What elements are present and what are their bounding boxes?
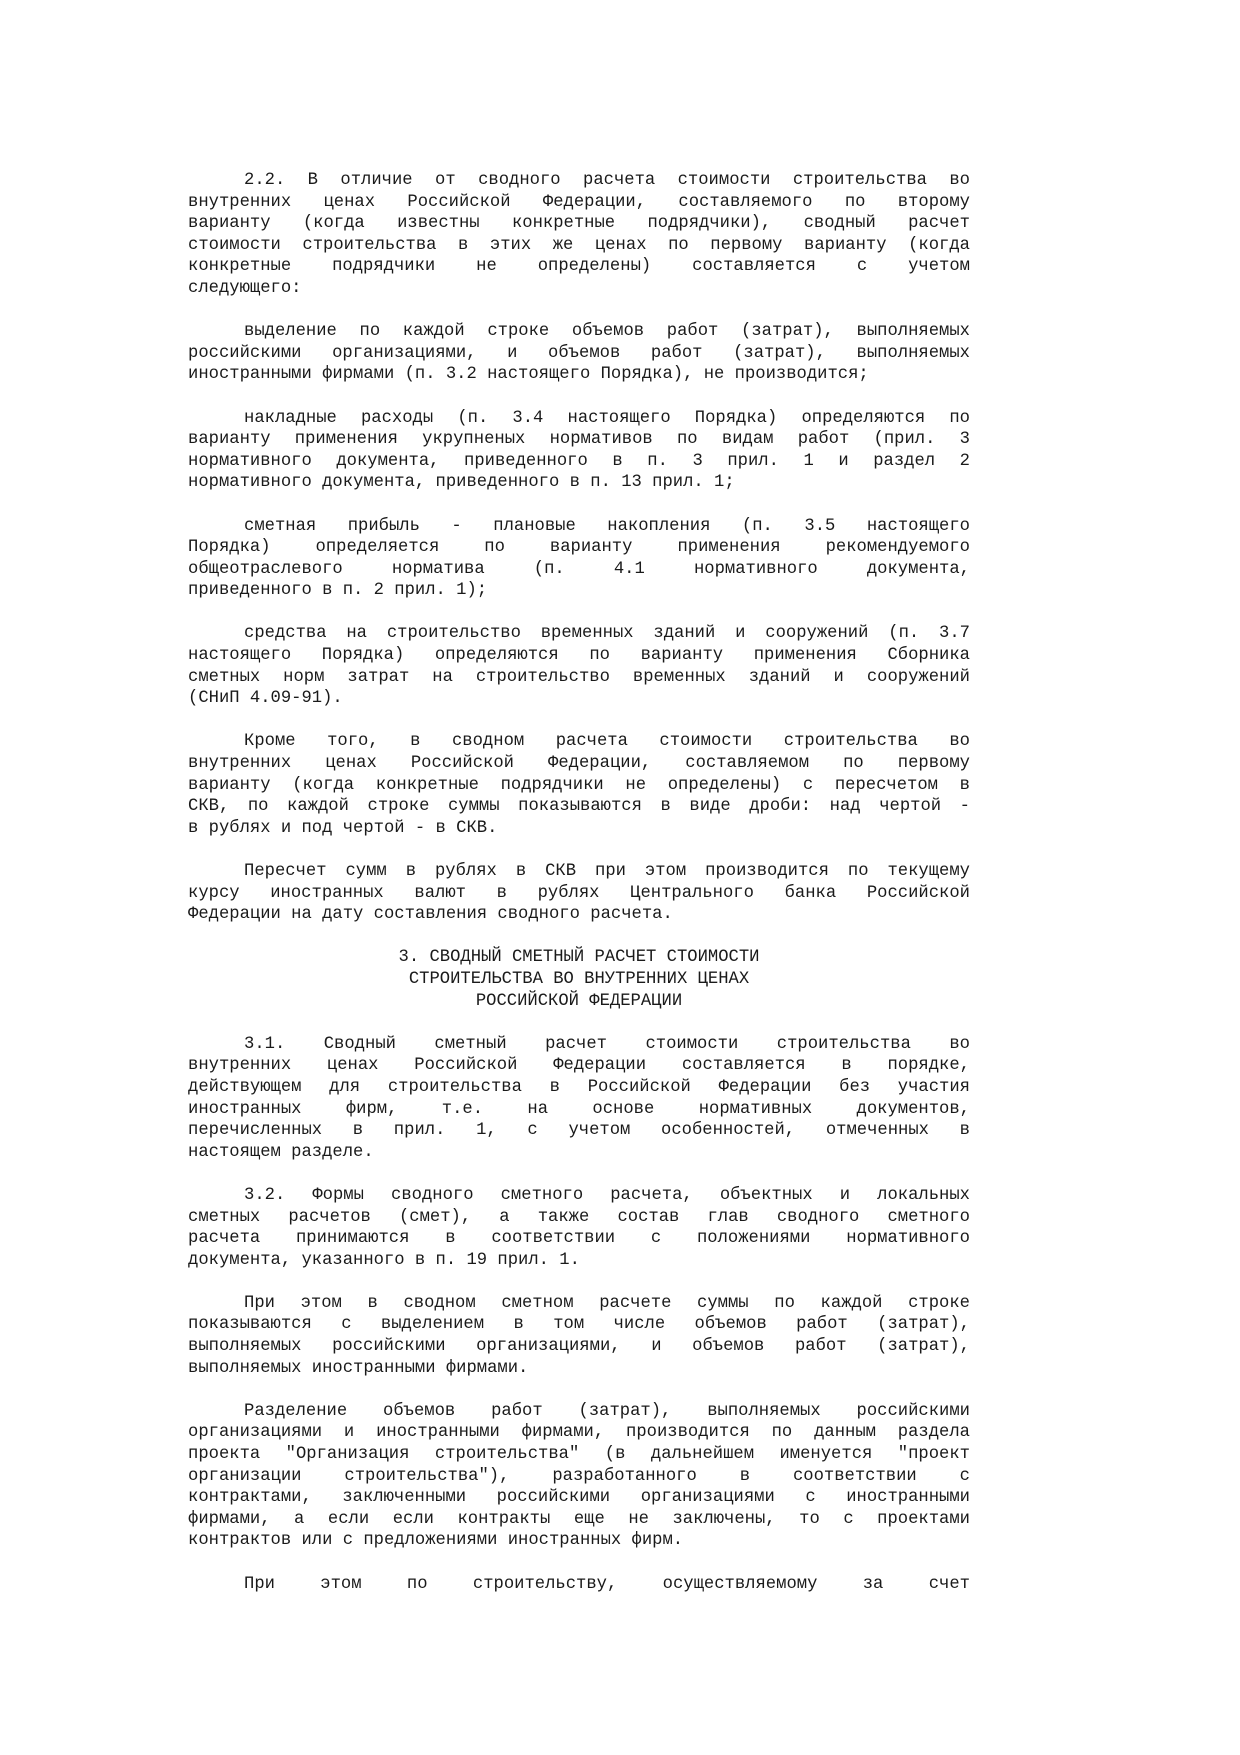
text-line: иностранных фирм, т.е. на основе нормативных документов, xyxy=(188,1099,970,1119)
text-line: конкретные подрядчики не определены) составляется с учетом xyxy=(188,257,970,277)
paragraph-temporary-buildings xyxy=(188,623,970,709)
text-line: общеотраслевого норматива (п. 4.1 нормативного документа, xyxy=(188,559,970,579)
text-line: выполняемых иностранными фирмами. xyxy=(188,1358,529,1378)
text-line: Федерации на дату составления сводного расчета. xyxy=(188,905,673,925)
text-line: варианту (когда известны конкретные подрядчики), сводный расчет xyxy=(188,214,970,234)
paragraph-division xyxy=(188,1401,970,1552)
text-line: настоящем разделе. xyxy=(188,1142,374,1162)
text-line: 3.1. Сводный сметный расчет стоимости строительства во xyxy=(244,1034,970,1054)
paragraph-besides xyxy=(188,731,970,839)
text-line: проекта "Организация строительства" (в дальнейшем именуется "проект xyxy=(188,1445,970,1465)
paragraph-conversion xyxy=(188,861,970,926)
text-line: 2.2. В отличие от сводного расчета стоимости строительства во xyxy=(244,171,970,190)
text-line: курсу иностранных валют в рублях Центрального банка Российской xyxy=(188,883,970,903)
text-line: показываются с выделением в том числе объемов работ (затрат), xyxy=(188,1315,970,1335)
heading-line: РОССИЙСКОЙ ФЕДЕРАЦИИ xyxy=(475,991,683,1011)
text-line: фирмами, а если если контракты еще не заключены, то с проектами xyxy=(188,1509,970,1529)
text-line: средства на строительство временных зданий и сооружений (п. 3.7 xyxy=(244,624,970,644)
document-page xyxy=(188,170,970,1617)
text-line: При этом по строительству, осуществляемому за счет xyxy=(244,1574,970,1594)
paragraph-trailing xyxy=(188,1574,970,1596)
text-line: контрактов или с предложениями иностранных фирм. xyxy=(188,1531,684,1551)
text-line: организации строительства"), разработанного в соответствии с xyxy=(188,1466,970,1486)
text-line: внутренних ценах Российской Федерации составляется в порядке, xyxy=(188,1056,970,1076)
text-line: 3.2. Формы сводного сметного расчета, объектных и локальных xyxy=(244,1185,970,1205)
text-line: перечисленных в прил. 1, с учетом особенностей, отмеченных в xyxy=(188,1121,970,1141)
paragraph-profit xyxy=(188,516,970,602)
heading-line: СТРОИТЕЛЬСТВА ВО ВНУТРЕННИХ ЦЕНАХ xyxy=(408,969,750,989)
text-line: СКВ, по каждой строке суммы показываются в виде дроби: над чертой - xyxy=(188,797,970,817)
text-line: варианту применения укрупненых нормативов по видам работ (прил. 3 xyxy=(188,430,970,450)
text-line: сметных расчетов (смет), а также состав глав сводного сметного xyxy=(188,1207,970,1227)
text-line: документа, указанного в п. 19 прил. 1. xyxy=(188,1250,580,1270)
paragraph-allocation xyxy=(188,321,970,386)
text-line: нормативного документа, приведенного в п. 3 прил. 1 и раздел 2 xyxy=(188,451,970,471)
paragraph-3-2 xyxy=(188,1185,970,1271)
text-line: сметная прибыль - плановые накопления (п. 3.5 настоящего xyxy=(244,516,970,536)
text-line: сметных норм затрат на строительство временных зданий и сооружений xyxy=(188,667,970,687)
text-line: Кроме того, в сводном расчета стоимости строительства во xyxy=(244,732,970,752)
text-line: организациями и иностранными фирмами, производится по данным раздела xyxy=(188,1423,970,1443)
text-line: в рублях и под чертой - в СКВ. xyxy=(188,818,498,838)
text-line: приведенного в п. 2 прил. 1); xyxy=(188,581,488,601)
text-line: варианту (когда конкретные подрядчики не определены) с пересчетом в xyxy=(188,775,970,795)
text-line: Разделение объемов работ (затрат), выполняемых российскими xyxy=(244,1401,970,1421)
text-line: следующего: xyxy=(188,278,302,298)
text-line: выполняемых российскими организациями, и объемов работ (затрат), xyxy=(188,1337,970,1357)
paragraph-sums xyxy=(188,1293,970,1379)
text-line: настоящего Порядка) определяются по варианту применения Сборника xyxy=(188,646,970,666)
text-line: нормативного документа, приведенного в п. 13 прил. 1; xyxy=(188,473,735,493)
text-line: иностранными фирмами (п. 3.2 настоящего Порядка), не производится; xyxy=(188,365,869,385)
text-line: накладные расходы (п. 3.4 настоящего Порядка) определяются по xyxy=(244,408,970,428)
heading-line: 3. СВОДНЫЙ СМЕТНЫЙ РАСЧЕТ СТОИМОСТИ xyxy=(398,948,760,968)
text-line: расчета принимаются в соответствии с положениями нормативного xyxy=(188,1229,970,1249)
text-line: (СНиП 4.09-91). xyxy=(188,689,343,709)
text-line: При этом в сводном сметном расчете суммы по каждой строке xyxy=(244,1293,970,1313)
text-line: выделение по каждой строке объемов работ (затрат), выполняемых xyxy=(244,322,970,342)
text-line: стоимости строительства в этих же ценах по первому варианту (когда xyxy=(188,235,970,255)
section-3-heading xyxy=(188,947,970,1012)
text-line: действующем для строительства в Российской Федерации без участия xyxy=(188,1077,970,1097)
text-line: российскими организациями, и объемов работ (затрат), выполняемых xyxy=(188,343,970,363)
paragraph-2-2 xyxy=(188,170,970,300)
text-line: Пересчет сумм в рублях в СКВ при этом производится по текущему xyxy=(244,862,970,881)
paragraph-overhead xyxy=(188,408,970,494)
text-line: контрактами, заключенными российскими организациями с иностранными xyxy=(188,1488,970,1508)
paragraph-3-1 xyxy=(188,1034,970,1164)
text-line: Порядка) определяется по варианту применения рекомендуемого xyxy=(188,538,970,558)
text-line: внутренних ценах Российской Федерации, составляемого по второму xyxy=(188,192,970,212)
text-line: внутренних ценах Российской Федерации, составляемом по первому xyxy=(188,754,970,774)
